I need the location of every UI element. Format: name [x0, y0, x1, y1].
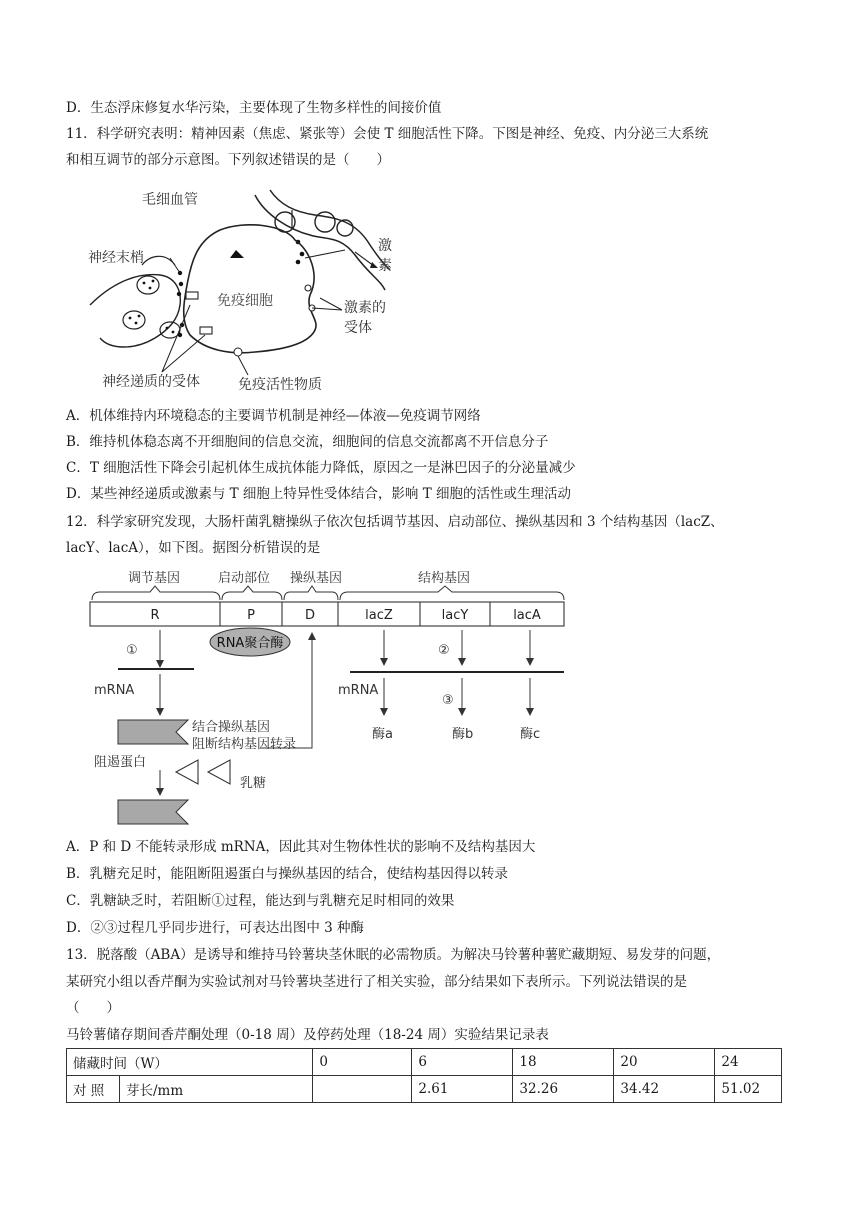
q10-option-d: D．生态浮床修复水华污染，主要体现了生物多样性的间接价值 [66, 100, 442, 116]
table-week-cell: 6 [412, 1049, 513, 1076]
fig11-hormone-label-2: 素 [378, 258, 392, 274]
table-value-cell: 51.02 [715, 1076, 782, 1103]
q11-figure [80, 180, 440, 400]
fig11-hormone-receptor-label-1: 激素的 [344, 300, 386, 316]
q12-stem-line2: lacY、lacA），如下图。据图分析错误的是 [66, 540, 321, 556]
fig12-regulatory-gene-label: 调节基因 [128, 571, 181, 586]
fig12-block-transcription-label: 阻断结构基因转录 [192, 737, 297, 752]
table-row [67, 1076, 782, 1103]
fig12-enzyme-a-label: 酶a [372, 727, 393, 742]
fig12-bind-operator-label: 结合操纵基因 [192, 720, 271, 735]
q11-option-d: D．某些神经递质或激素与 T 细胞上特异性受体结合，影响 T 细胞的活性或生理活动 [66, 486, 571, 502]
table-week-cell: 24 [715, 1049, 782, 1076]
q11-stem-line1: 11．科学研究表明：精神因素（焦虑、紧张等）会使 T 细胞活性下降。下图是神经、免疫、内分泌三大系统 [66, 126, 709, 142]
table-value-cell: 34.42 [614, 1076, 715, 1103]
q13-results-table [66, 1048, 782, 1103]
fig11-hormone-label-1: 激 [378, 238, 392, 254]
fig11-nerve-ending-label: 神经末梢 [88, 250, 144, 266]
fig12-structural-genes-label: 结构基因 [418, 571, 471, 586]
fig12-segment-laca: lacA [513, 608, 541, 623]
q11-option-c: C．T 细胞活性下降会引起机体生成抗体能力降低，原因之一是淋巴因子的分泌量减少 [66, 460, 576, 476]
q12-option-b: B．乳糖充足时，能阻断阻遏蛋白与操纵基因的结合，使结构基因得以转录 [66, 866, 508, 882]
fig12-mrna-right-label: mRNA [338, 683, 379, 698]
fig11-neurotransmitter-receptor-label: 神经递质的受体 [102, 374, 200, 390]
fig11-hormone-receptor-label-2: 受体 [344, 320, 372, 336]
q11-option-a: A．机体维持内环境稳态的主要调节机制是神经—体液—免疫调节网络 [66, 408, 481, 424]
table-week-cell: 0 [313, 1049, 412, 1076]
fig12-rna-polymerase-label: RNA聚合酶 [216, 636, 284, 651]
fig12-enzyme-c-label: 酶c [520, 727, 541, 742]
q13-table-caption: 马铃薯储存期间香芹酮处理（0-18 周）及停药处理（18-24 周）实验结果记录表 [66, 1027, 549, 1043]
fig12-mrna-left-label: mRNA [94, 683, 135, 698]
fig12-promoter-label: 启动部位 [218, 571, 271, 586]
table-week-cell: 20 [614, 1049, 715, 1076]
fig11-immune-cell-label: 免疫细胞 [217, 293, 273, 309]
table-header-label: 储藏时间（W） [67, 1049, 313, 1076]
q13-stem-line3: （ ） [66, 1000, 120, 1016]
fig12-step3-label: ③ [442, 693, 454, 708]
fig12-segment-p: P [247, 608, 255, 623]
fig11-capillary-label: 毛细血管 [142, 192, 198, 208]
table-row [67, 1049, 782, 1076]
fig12-repressor-label: 阻遏蛋白 [94, 755, 147, 770]
fig12-operator-label: 操纵基因 [290, 571, 343, 586]
q12-figure [80, 568, 580, 830]
fig12-segment-r: R [150, 608, 160, 623]
table-value-cell: 2.61 [412, 1076, 513, 1103]
table-value-cell [313, 1076, 412, 1103]
q13-stem-line2: 某研究小组以香芹酮为实验试剂对马铃薯块茎进行了相关实验，部分结果如下表所示。下列说法错误的是 [66, 974, 687, 990]
q12-option-c: C．乳糖缺乏时，若阻断①过程，能达到与乳糖充足时相同的效果 [66, 893, 455, 909]
fig12-step1-label: ① [126, 643, 138, 658]
fig12-segment-lacz: lacZ [365, 608, 393, 623]
table-row-group: 对 照 [67, 1076, 120, 1103]
fig12-enzyme-b-label: 酶b [452, 727, 474, 742]
fig12-lactose-label: 乳糖 [240, 776, 267, 791]
fig11-immune-substance-label: 免疫活性物质 [238, 377, 322, 393]
table-week-cell: 18 [513, 1049, 614, 1076]
table-value-cell: 32.26 [513, 1076, 614, 1103]
fig12-segment-d: D [304, 608, 316, 623]
q12-option-d: D．②③过程几乎同步进行，可表达出图中 3 种酶 [66, 920, 364, 936]
q11-option-b: B．维持机体稳态离不开细胞间的信息交流，细胞间的信息交流都离不开信息分子 [66, 434, 549, 450]
q13-stem-line1: 13．脱落酸（ABA）是诱导和维持马铃薯块茎休眠的必需物质。为解决马铃薯种薯贮藏期短、易发芽的问题， [66, 947, 721, 963]
q11-stem-line2: 和相互调节的部分示意图。下列叙述错误的是（ ） [66, 152, 390, 168]
q12-stem-line1: 12．科学家研究发现，大肠杆菌乳糖操纵子依次包括调节基因、启动部位、操纵基因和 3 个结构基因（lacZ、 [66, 514, 724, 530]
fig12-step2-label: ② [438, 643, 450, 658]
q12-option-a: A．P 和 D 不能转录形成 mRNA，因此其对生物体性状的影响不及结构基因大 [66, 839, 536, 855]
table-row-label: 芽长/mm [120, 1076, 313, 1103]
fig12-segment-lacy: lacY [441, 608, 469, 623]
